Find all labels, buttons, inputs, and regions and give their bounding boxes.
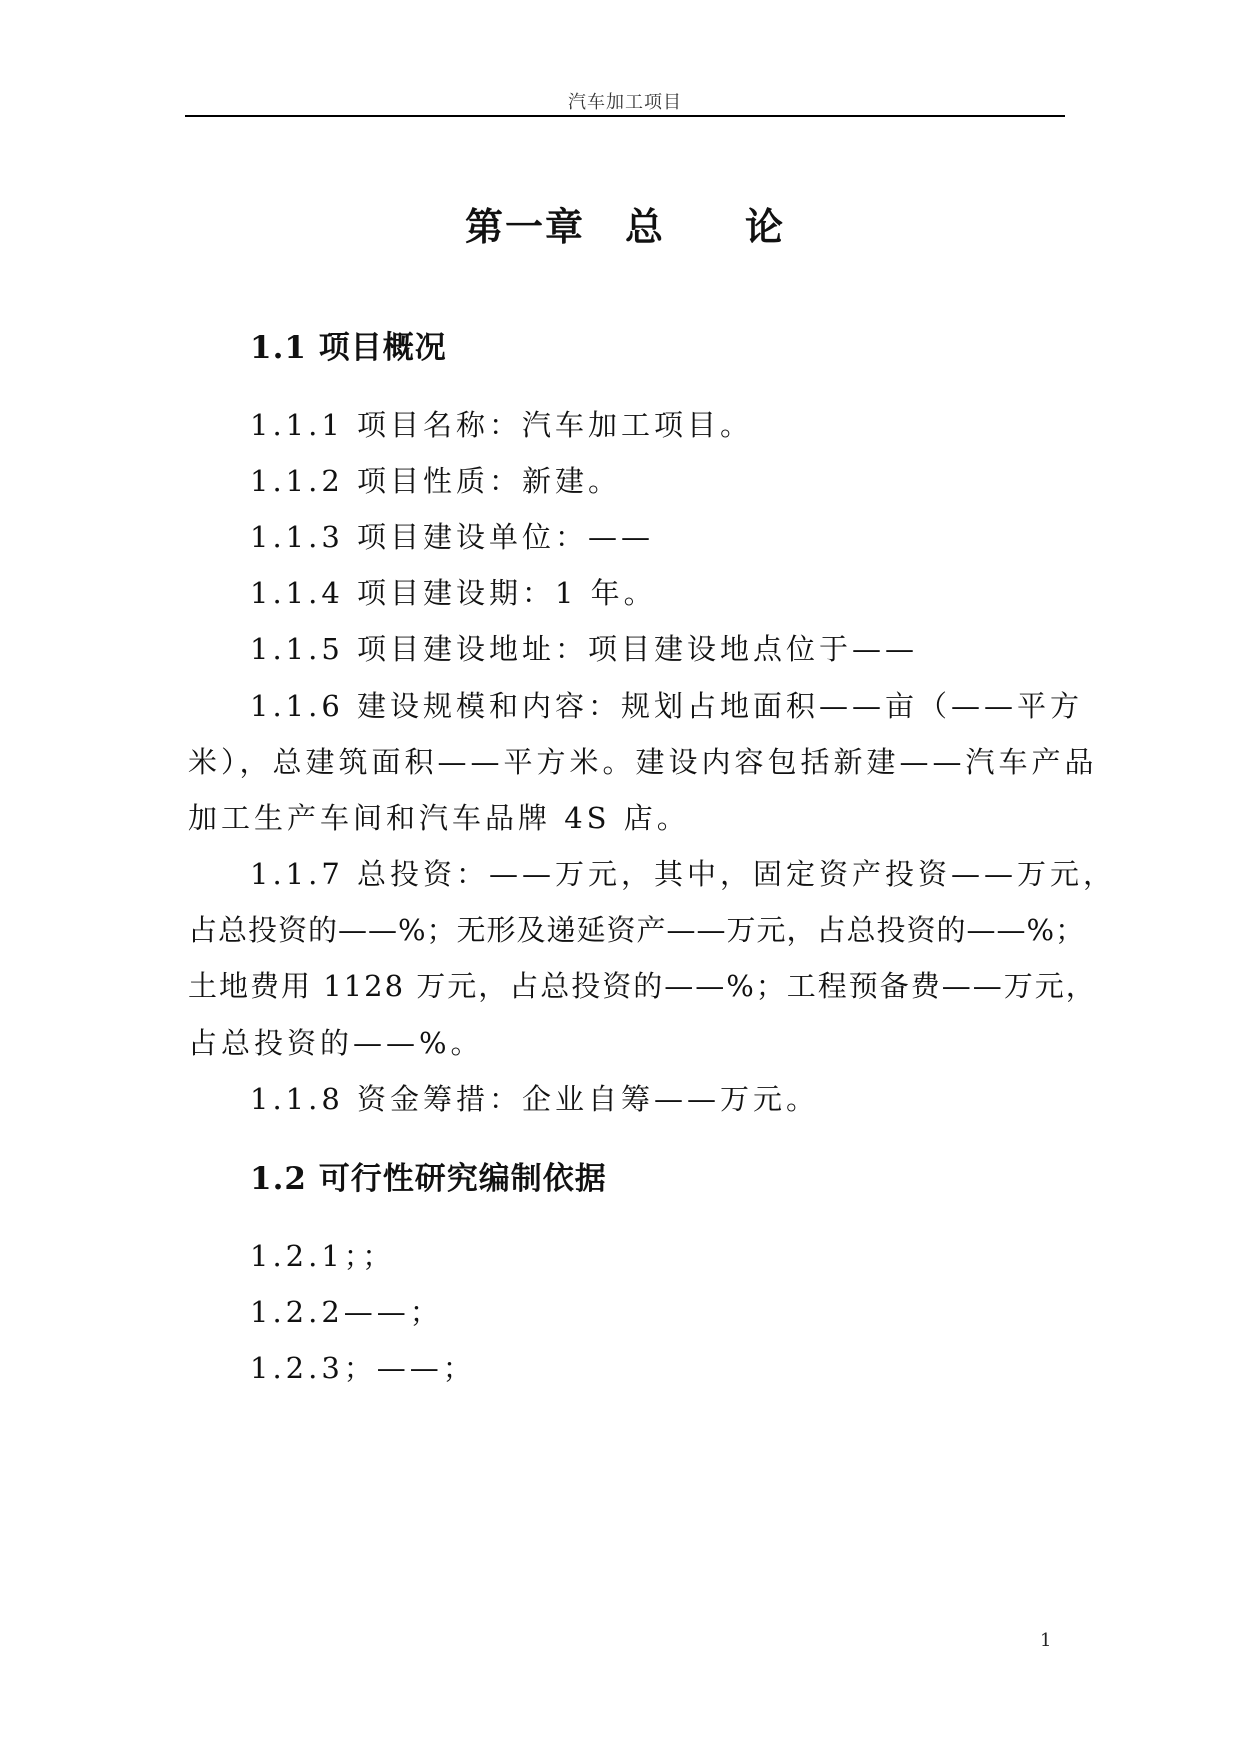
paragraph-line: 1.1.6 建设规模和内容：规划占地面积——亩（——平方 [250,689,1084,723]
running-header: 汽车加工项目 [568,92,682,113]
paragraph-line: 1.2.3；——； [250,1351,476,1385]
paragraph-line: 1.2.2——； [250,1295,443,1329]
section-heading-1-2: 1.2 可行性研究编制依据 [250,1161,607,1197]
paragraph-line: 1.1.1 项目名称：汽车加工项目。 [250,408,754,442]
paragraph-line: 米），总建筑面积——平方米。建设内容包括新建——汽车产品 [188,745,1098,779]
paragraph-line: 占总投资的——%；无形及递延资产——万元，占总投资的——%； [188,913,1086,947]
chapter-title: 第一章 总 论 [464,204,785,249]
paragraph-line: 1.1.7 总投资：——万元，其中，固定资产投资——万元， [250,857,1117,891]
paragraph-line: 土地费用 1128 万元，占总投资的——%；工程预备费——万元， [188,969,1097,1003]
paragraph-line: 1.1.8 资金筹措：企业自筹——万元。 [250,1082,820,1116]
paragraph-line: 1.1.5 项目建设地址：项目建设地点位于—— [250,632,919,666]
paragraph-line: 1.1.4 项目建设期：1 年。 [250,576,657,610]
paragraph-line: 1.1.2 项目性质：新建。 [250,464,622,498]
section-heading-1-1: 1.1 项目概况 [250,330,447,366]
paragraph-line: 占总投资的——%。 [188,1026,484,1060]
paragraph-line: 1.1.3 项目建设单位：—— [250,520,655,554]
header-divider [185,115,1065,117]
paragraph-line: 1.2.1；； [250,1239,396,1273]
paragraph-line: 加工生产车间和汽车品牌 4S 店。 [188,801,690,835]
page-number: 1 [1040,1630,1052,1651]
